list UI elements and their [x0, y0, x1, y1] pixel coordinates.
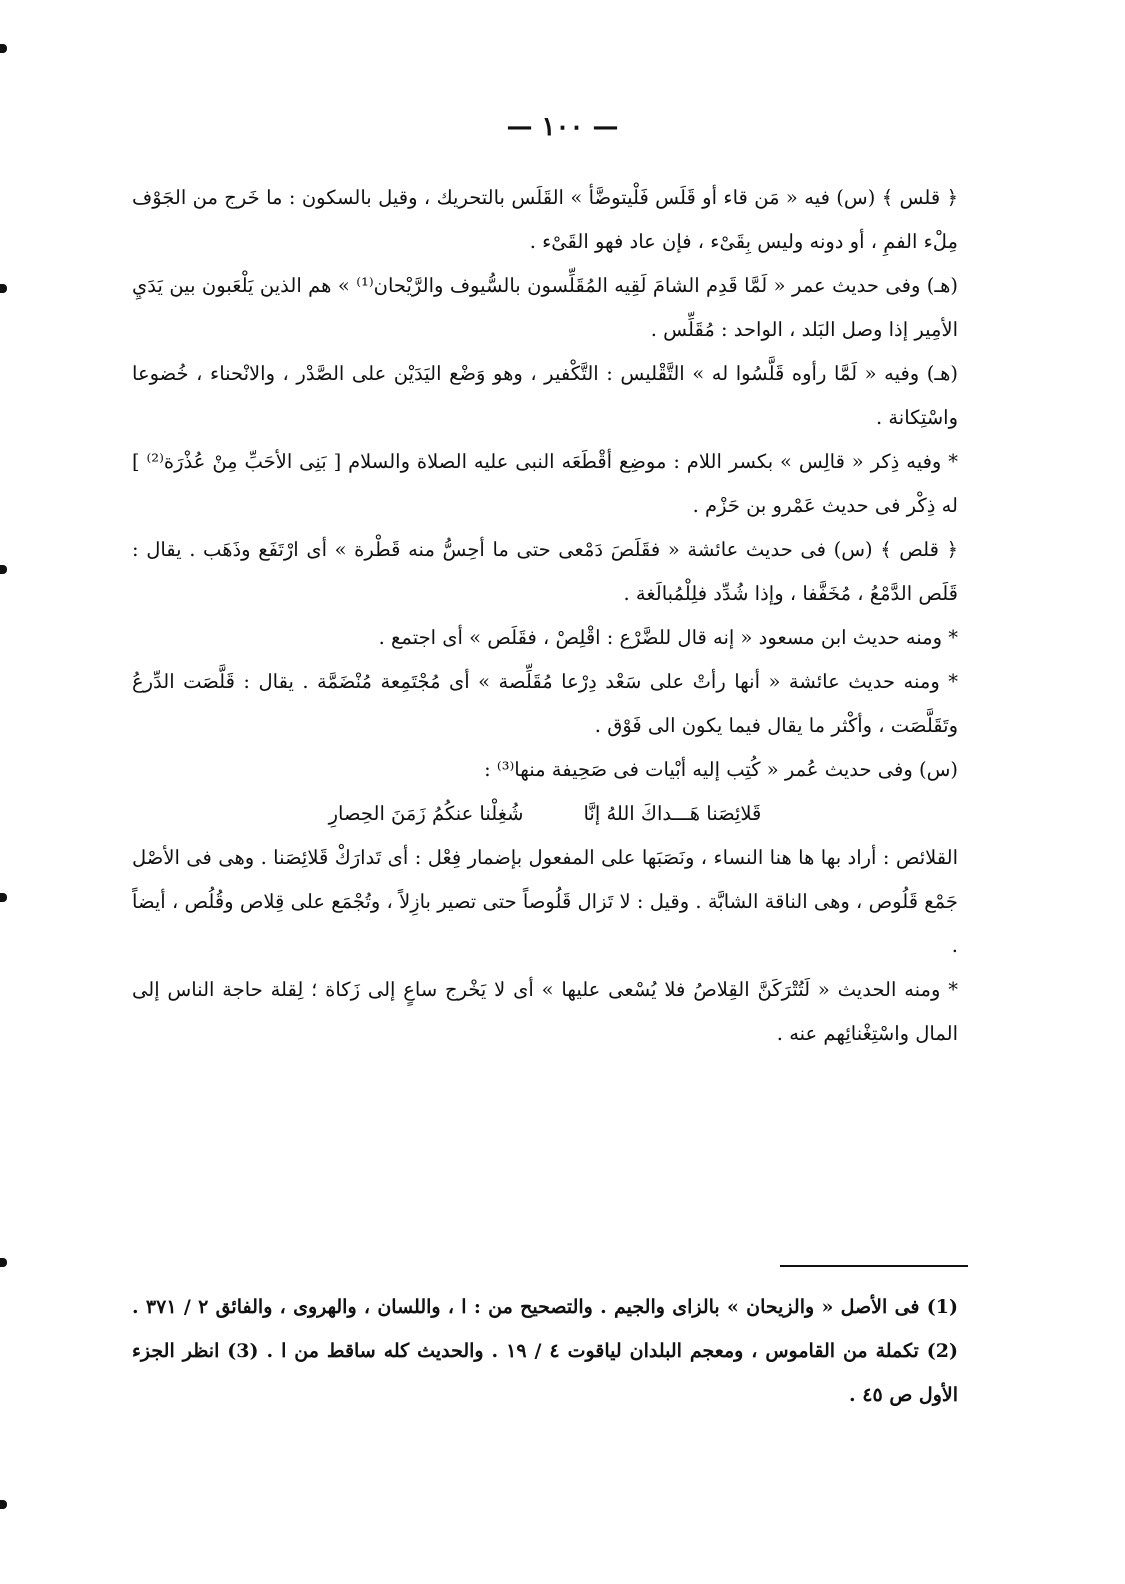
verse-first-hemistich: قَلائِصَنا هَـــداكَ اللهُ إنَّا	[583, 802, 762, 825]
poem-verse	[132, 792, 958, 836]
page-number: — ١٠٠ —	[506, 112, 619, 142]
footnote-2: (2) تكملة من القاموس ، ومعجم البلدان لياقوت ٤ / ١٩ . والحديث كله ساقط من ا .	[266, 1340, 958, 1362]
paragraph-aisha-dir: * ومنه حديث عائشة « أنها رأتْ على سَعْد دِرْعا مُقَلِّصة » أى مُجْتَمِعة مُنْضَمَّة . يقال : قَلَّصَت الدِّرعُ وتَقَلَّصَت ، وأكْثر ما يقال فيما يكون الى فَوْق .	[132, 670, 958, 737]
scan-edge-mark	[0, 44, 7, 53]
body-text	[132, 176, 958, 1056]
verse-second-hemistich: شُغِلْنا عنكُمُ زَمَنَ الحِصارِ	[328, 802, 524, 825]
paragraph-umar-abyat: (س) وفى حديث عُمر « كُتِب إليه أبْيات فى صَحِيفة منها⁽³⁾ :	[484, 758, 958, 781]
paragraph-qalis-place: * وفيه ذِكر « قالِس » بكسر اللام : موضِع أقْطَعَه النبى عليه الصلاة والسلام [ بَنِى الأحَبِّ مِنْ عُذْرَة⁽²⁾ ] له ذِكْر فى حديث عَمْرو بن حَزْم .	[132, 450, 958, 517]
scan-edge-mark	[0, 284, 7, 293]
footnotes	[132, 1285, 958, 1417]
paragraph-qls-intro: ﴿ قلس ﴾ (س) فيه « مَن قاء أو قَلَس فَلْيتوضَّأ » القَلَس بالتحريك ، وقيل بالسكون : ما خَرج من الجَوْف مِلْء الفمِ ، أو دونه وليس بِقَىْء ، فإن عاد فهو القَىْء .	[132, 186, 958, 253]
footnote-1: (1) فى الأصل « والزيحان » بالزاى والجيم . والتصحيح من : ا ، واللسان ، والهروى ، والفائق ٢ / ٣٧١ .	[132, 1296, 959, 1318]
paragraph-taqlis: (هـ) وفيه « لَمَّا رأوه قَلَّسُوا له » التَّقْليس : التَّكْفير ، وهو وَضْع اليَدَيْن على الصَّدْر ، والانْحناء ، خُضوعا واسْتِكانة .	[132, 362, 958, 429]
paragraph-umar-muqallisun: (هـ) وفى حديث عمر « لَمَّا قَدِم الشامَ لَقِيه المُقَلِّسون بالسُّيوف والرَّيْحان⁽¹⁾ » هم الذين يَلْعَبون بين يَدَيِ الأمِير إذا وصل البَلد ، الواحد : مُقَلِّس .	[132, 274, 958, 341]
scan-edge-mark	[0, 1500, 7, 1509]
footnote-3: (3) انظر الجزء الأول ص ٤٥ .	[132, 1340, 958, 1406]
paragraph-qls-aisha: ﴿ قلص ﴾ (س) فى حديث عائشة « فقَلَصَ دَمْعى حتى ما أحِسُّ منه قَطْرة » أى ارْتَفَع وذَهَب . يقال : قَلَص الدَّمْعُ ، مُخَفَّفا ، وإذا شُدِّد فلِلْمُبالَغة .	[132, 538, 958, 605]
paragraph-qalais: القلائص : أراد بها ها هنا النساء ، ونَصَبَها على المفعول بإضمار فِعْل : أى تَدارَكْ قَلائِصَنا . وهى فى الأصْل جَمْع قَلُوص ، وهى الناقة الشابَّة . وقيل : لا تَزال قَلُوصاً حتى تصير بازِلاً ، وتُجْمَع على قِلاص وقُلُص ، أيضاً .	[132, 846, 958, 957]
paragraph-ibn-masud: * ومنه حديث ابن مسعود « إنه قال للضَّرْع : اقْلِصْ ، فقَلَص » أى اجتمع .	[378, 626, 958, 649]
scan-edge-mark	[0, 893, 7, 902]
footnote-separator	[780, 1265, 968, 1267]
scan-edge-mark	[0, 565, 7, 574]
paragraph-qilas-hadith: * ومنه الحديث « لَتُتْرَكَنَّ القِلاصُ فلا يُسْعى عليها » أى لا يَخْرج ساعٍ إلى زَكاة ؛ لِقلة حاجة الناس إلى المال واسْتِغْنائِهم عنه .	[132, 978, 958, 1045]
scan-edge-mark	[0, 1258, 7, 1267]
